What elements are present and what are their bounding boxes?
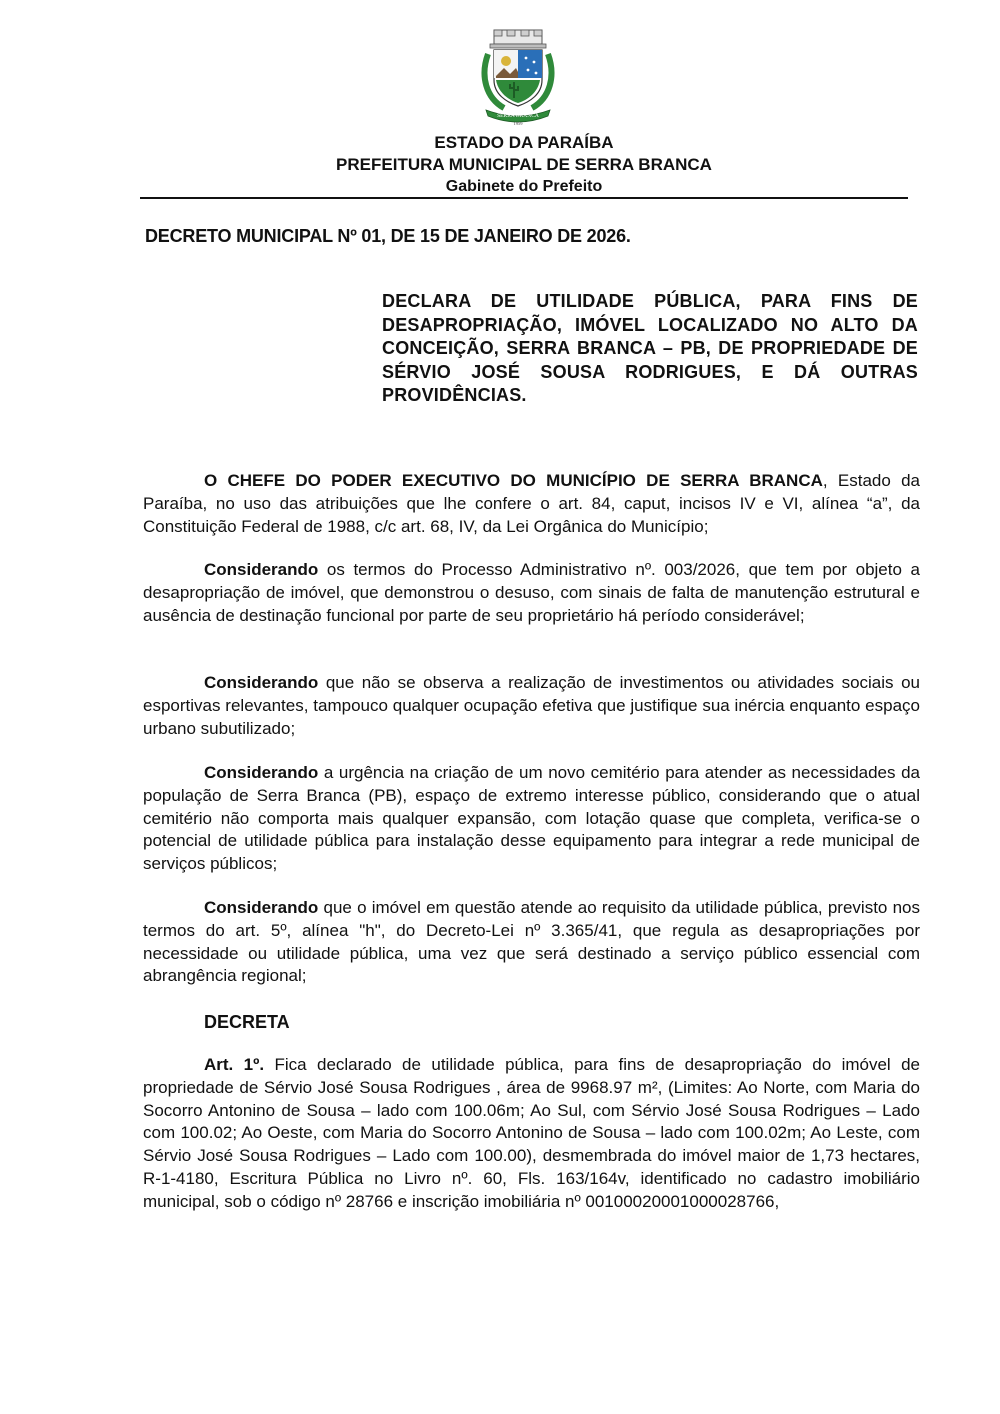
considerando-text: que o imóvel em questão atende ao requisito da utilidade pública, previsto nos termos do art. 5º, alínea "h", do Decreto-Lei nº 3.365/41, que regula as desapropriações por necessidade ou utilidade pública, uma vez que será destinado a serviço público essencial com abrangência regional; xyxy=(143,898,920,986)
article-1-lead: Art. 1º. xyxy=(204,1055,265,1074)
considerando-text: a urgência na criação de um novo cemitério para atender as necessidades da população de Serra Branca (PB), espaço de extremo interesse público, considerando que o atual cemitério não comporta mais qualquer expansão, com lotação quase que completa, verifica-se o potencial de utilidade pública para instalação desse equipamento para integrar a rede municipal de serviços públicos; xyxy=(143,763,920,874)
preamble-text: , Estado da Paraíba, no uso das atribuições que lhe confere o art. 84, caput, incisos IV e VI, alínea “a”, da Constituição Federal de 1988, c/c art. 68, IV, da Lei Orgânica do Município; xyxy=(143,471,920,536)
considerando-paragraph xyxy=(143,672,920,740)
decree-title: DECRETO MUNICIPAL Nº 01, DE 15 DE JANEIRO DE 2026. xyxy=(145,226,631,246)
office-name: Gabinete do Prefeito xyxy=(445,178,603,195)
preamble-lead: O CHEFE DO PODER EXECUTIVO DO MUNICÍPIO DE SERRA BRANCA xyxy=(204,471,823,490)
considerando-paragraph xyxy=(143,762,920,876)
considerando-text: que não se observa a realização de investimentos ou atividades sociais ou esportivas relevantes, tampouco qualquer ocupação efetiva que justifique sua inércia enquanto espaço urbano subutilizado; xyxy=(143,673,920,738)
decreta-label: DECRETA xyxy=(204,1012,290,1032)
considerando-lead: Considerando xyxy=(204,898,319,917)
municipal-crest-icon xyxy=(480,28,556,126)
svg-text:1959: 1959 xyxy=(513,121,523,126)
considerando-lead: Considerando xyxy=(204,673,319,692)
considerando-paragraph xyxy=(143,897,920,988)
decreta-heading xyxy=(143,1011,920,1034)
considerando-lead: Considerando xyxy=(204,763,319,782)
considerando-text: os termos do Processo Administrativo nº. 003/2026, que tem por objeto a desapropriação de imóvel, que demonstrou o desuso, com sinais de falta de manutenção estrutural e ausência de destinação funcional por parte de seu proprietário há período considerável; xyxy=(143,560,920,625)
header-divider xyxy=(140,197,908,199)
state-name: ESTADO DA PARAÍBA xyxy=(434,133,614,152)
svg-text:SERRA BRANCA: SERRA BRANCA xyxy=(497,113,539,119)
municipality-name: PREFEITURA MUNICIPAL DE SERRA BRANCA xyxy=(336,155,712,174)
decree-summary: DECLARA DE UTILIDADE PÚBLICA, PARA FINS DE DESAPROPRIAÇÃO, IMÓVEL LOCALIZADO NO ALTO DA CONCEIÇÃO, SERRA BRANCA – PB, DE PROPRIEDADE DE SÉRVIO JOSÉ SOUSA RODRIGUES, E DÁ OUTRAS PROVIDÊNCIAS. xyxy=(382,291,918,405)
considerando-paragraph xyxy=(143,559,920,627)
article-1-text: Fica declarado de utilidade pública, para fins de desapropriação do imóvel de propriedade de Sérvio José Sousa Rodrigues , área de 9968.97 m², (Limites: Ao Norte, com Maria do Socorro Antonino de Sousa – lado com 100.06m; Ao Sul, com Sérvio José Sousa Rodrigues – Lado com 100.02; Ao Oeste, com Maria do Socorro Antonino de Sousa – lado com 100.02m; Ao Leste, com Sérvio José Sousa Rodrigues – Lado com 100.00), desmembrada do imóvel maior de 1,73 hectares, R-1-4180, Escritura Pública no Livro nº. 60, Fls. 163/164v, identificado no cadastro imobiliário municipal, sob o código nº 28766 e inscrição imobiliária nº 00100020001000028766, xyxy=(143,1055,921,1211)
letterhead xyxy=(140,132,908,198)
considerando-lead: Considerando xyxy=(204,560,319,579)
article-1-paragraph xyxy=(143,1054,920,1214)
preamble-paragraph xyxy=(143,470,920,538)
